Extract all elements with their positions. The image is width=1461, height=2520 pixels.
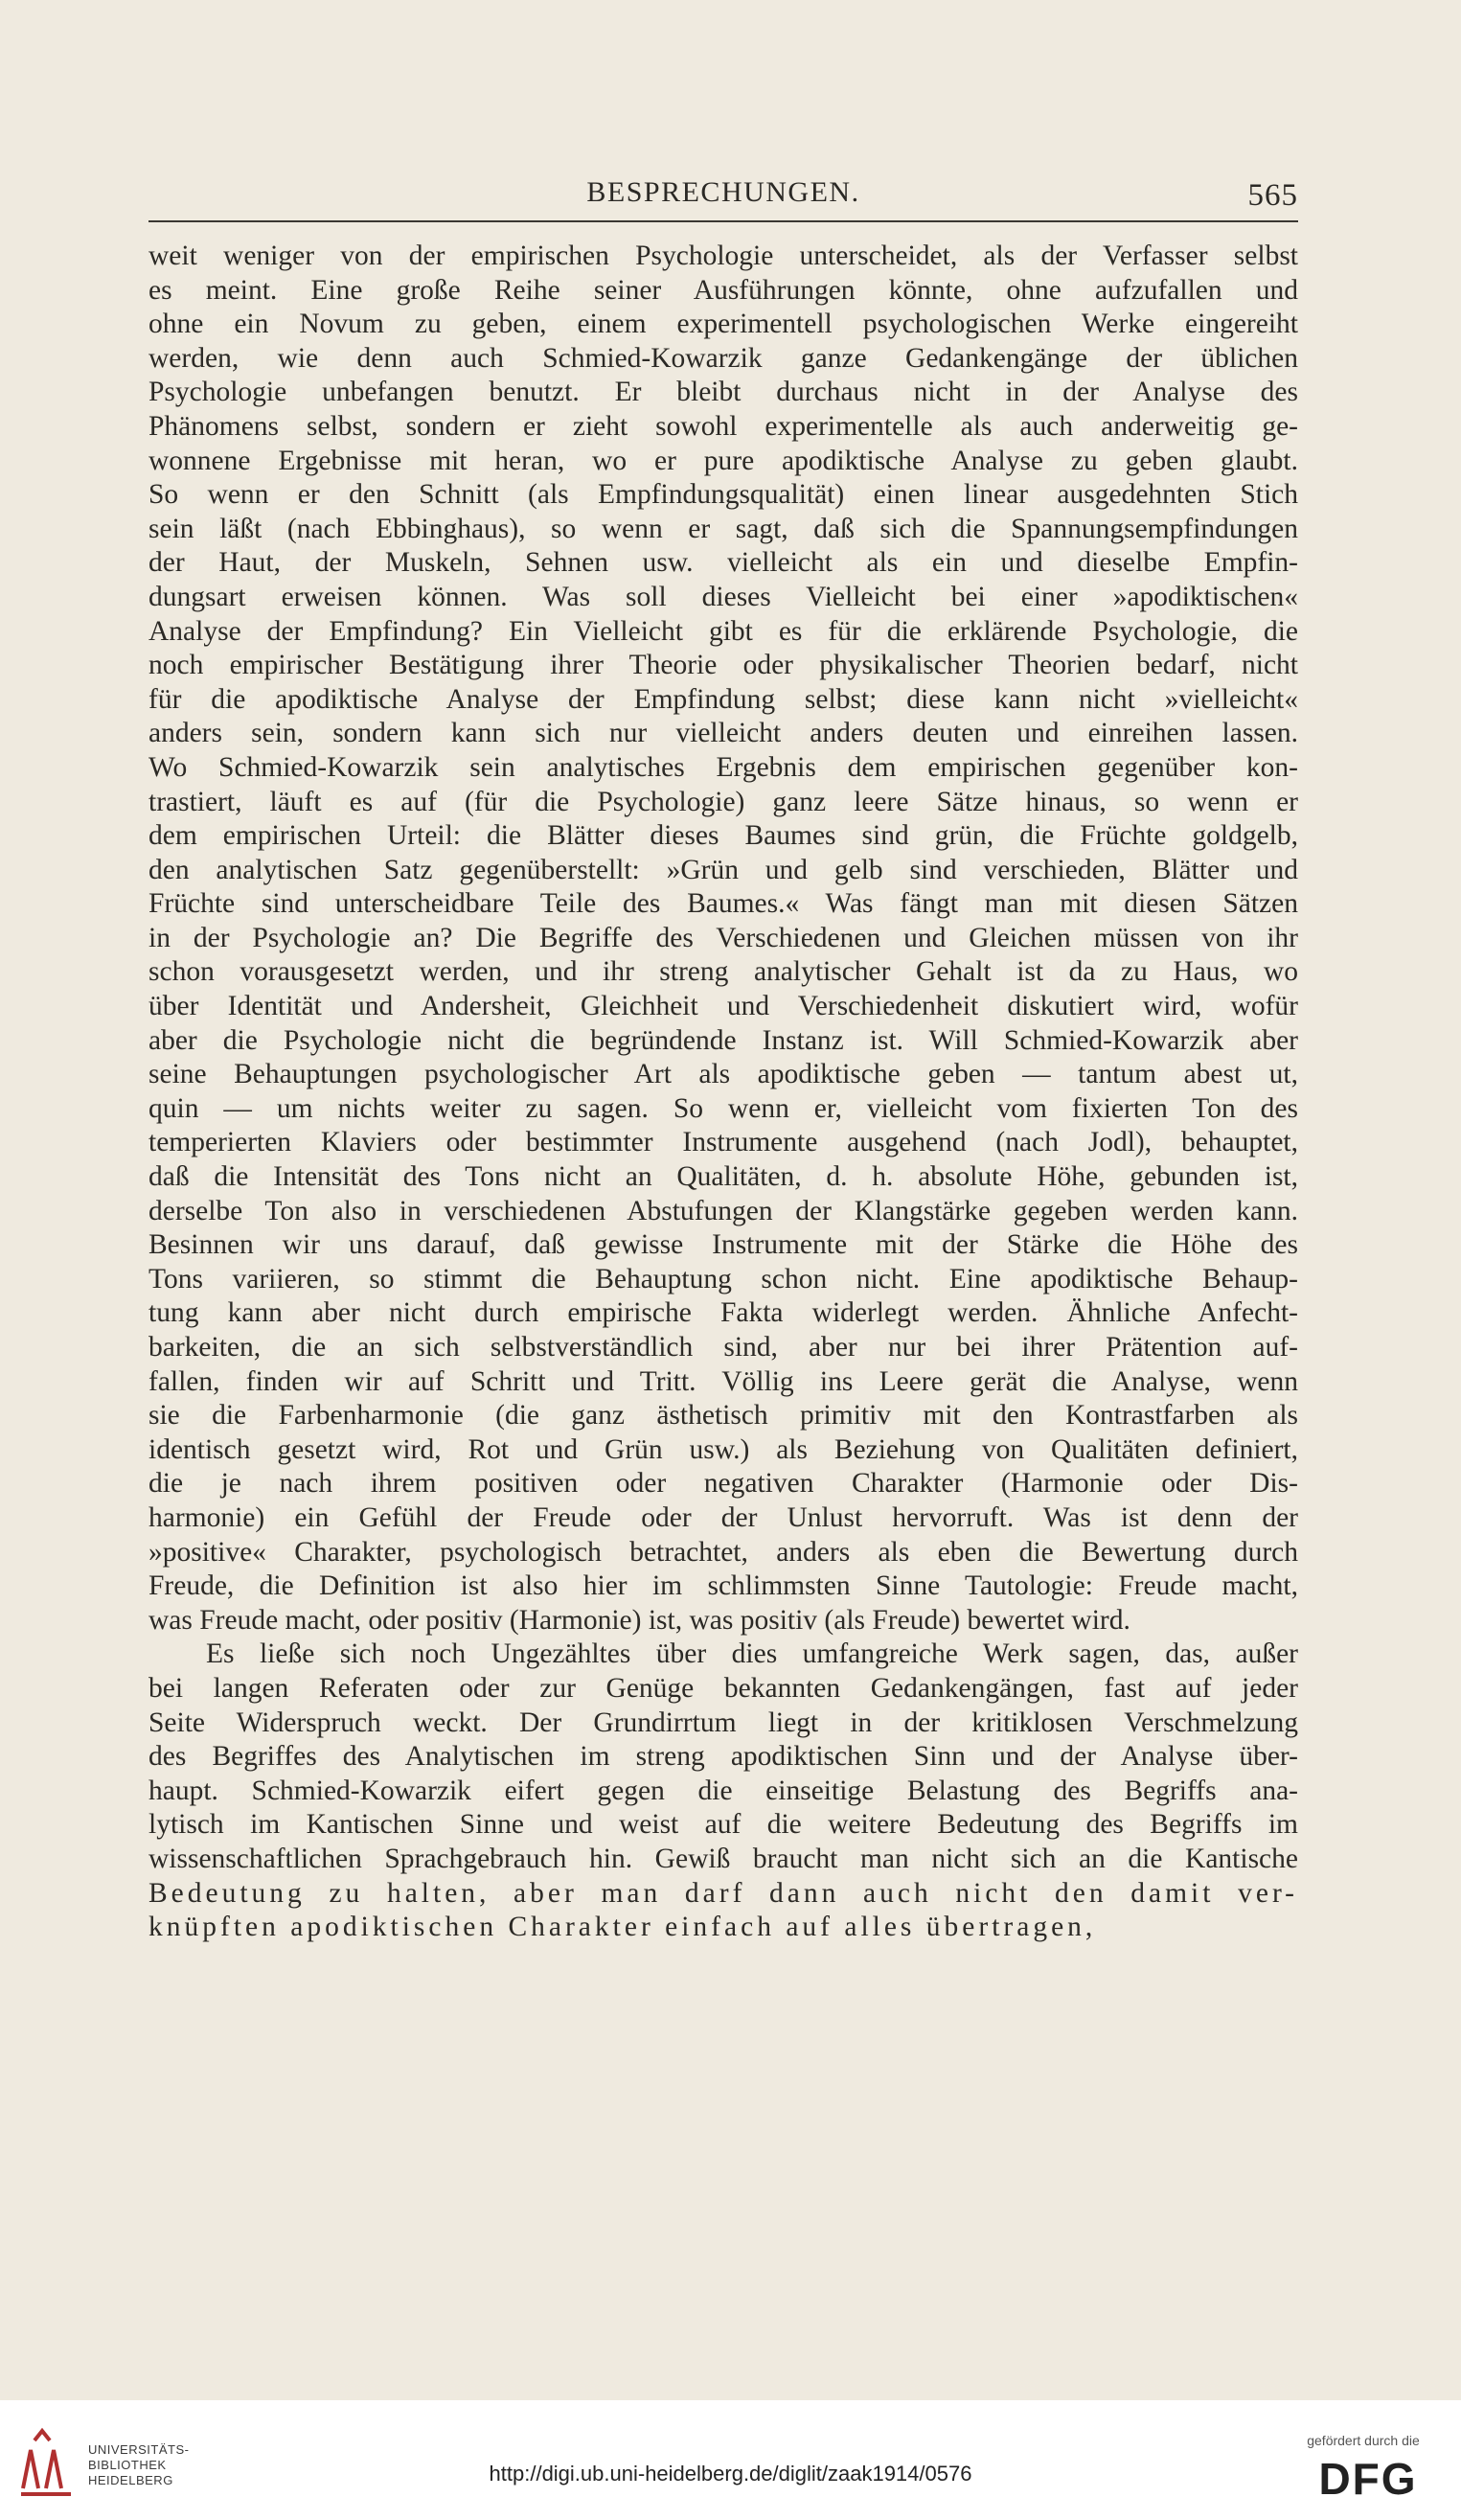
text-line: fallen, finden wir auf Schritt und Tritt. Völlig ins Leere gerät die Analyse, wenn (148, 1365, 1298, 1397)
text-line: ohne ein Novum zu geben, einem experimentell psychologischen Werke eingereiht (148, 309, 1298, 340)
dfg-logo: DFG (1318, 2454, 1418, 2504)
text-line: den analytischen Satz gegenüberstellt: »Grün und gelb sind verschieden, Blätter und (148, 854, 1298, 885)
text-line: Früchte sind unterscheidbare Teile des Baumes.« Was fängt man mit diesen Sätzen (148, 888, 1298, 920)
running-head (148, 171, 1298, 218)
text-line: was Freude macht, oder positiv (Harmonie) ist, was positiv (als Freude) bewertet wird. (148, 1604, 1130, 1636)
text-line: So wenn er den Schnitt (als Empfindungsqualität) einen linear ausgedehnten Stich (148, 479, 1298, 511)
header-rule (148, 220, 1298, 222)
text-line: quin — um nichts weiter zu sagen. So wenn er, vielleicht vom fixierten Ton des (148, 1092, 1298, 1124)
text-line: dungsart erweisen können. Was soll dieses Vielleicht bei einer »apodiktischen« (148, 581, 1298, 612)
page-header-title: BESPRECHUNGEN. (586, 176, 860, 208)
text-line: weit weniger von der empirischen Psychologie unterscheidet, als der Verfasser selbst (148, 241, 1298, 271)
text-line: die je nach ihrem positiven oder negativen Charakter (Harmonie oder Dis- (148, 1468, 1298, 1500)
text-line: schon vorausgesetzt werden, und ihr streng analytischer Gehalt ist da zu Haus, wo (148, 956, 1298, 988)
text-line: wissenschaftlichen Sprachgebrauch hin. Gewiß braucht man nicht sich an die Kantische (148, 1843, 1298, 1874)
funded-by-label: gefördert durch die (1307, 2433, 1420, 2448)
text-line: identisch gesetzt wird, Rot und Grün usw.) als Beziehung von Qualitäten definiert, (148, 1433, 1298, 1465)
text-line: sein läßt (nach Ebbinghaus), so wenn er sagt, daß sich die Spannungsempfindungen (148, 513, 1298, 544)
text-line: sie die Farbenharmonie (die ganz ästhetisch primitiv mit den Kontrastfarben als (148, 1400, 1298, 1432)
text-line: Seite Widerspruch weckt. Der Grundirrtum liegt in der kritiklosen Verschmelzung (148, 1707, 1298, 1738)
library-name-line: UNIVERSITÄTS- (88, 2442, 190, 2457)
text-line: haupt. Schmied-Kowarzik eifert gegen die einseitige Belastung des Begriffs ana- (148, 1775, 1298, 1806)
text-line: wonnene Ergebnisse mit heran, wo er pure apodiktische Analyse zu geben glaubt. (148, 445, 1298, 476)
library-seal-icon (13, 2421, 84, 2498)
text-line: harmonie) ein Gefühl der Freude oder der Unlust hervorruft. Was ist denn der (148, 1501, 1298, 1533)
text-line: des Begriffes des Analytischen im streng apodiktischen Sinn und der Analyse über- (148, 1741, 1298, 1773)
text-line: barkeiten, die an sich selbstverständlich sind, aber nur bei ihrer Prätention auf- (148, 1332, 1298, 1363)
text-line: seine Behauptungen psychologischer Art als apodiktische geben — tantum abest ut, (148, 1059, 1298, 1090)
text-line: noch empirischer Bestätigung ihrer Theorie oder physikalischer Theorien bedarf, nicht (148, 650, 1298, 681)
text-line: der Haut, der Muskeln, Sehnen usw. vielleicht als ein und dieselbe Empfin- (148, 547, 1298, 579)
text-line: aber die Psychologie nicht die begründende Instanz ist. Will Schmied-Kowarzik aber (148, 1024, 1298, 1056)
body-text (148, 240, 1298, 1945)
page-number: 565 (1247, 178, 1298, 213)
text-line: werden, wie denn auch Schmied-Kowarzik ganze Gedankengänge der üblichen (148, 342, 1298, 374)
text-line: über Identität und Andersheit, Gleichheit und Verschiedenheit diskutiert wird, wofür (148, 991, 1298, 1022)
text-line: es meint. Eine große Reihe seiner Ausführungen könnte, ohne aufzufallen und (148, 274, 1298, 306)
text-line: Analyse der Empfindung? Ein Vielleicht gibt es für die erklärende Psychologie, die (148, 615, 1298, 647)
digitization-footer (0, 2400, 1461, 2520)
text-line: derselbe Ton also in verschiedenen Abstufungen der Klangstärke gegeben werden kann. (148, 1195, 1298, 1226)
text-line: lytisch im Kantischen Sinne und weist auf die weitere Bedeutung des Begriffs im (148, 1809, 1298, 1841)
text-line: dem empirischen Urteil: die Blätter dieses Baumes sind grün, die Früchte goldgelb, (148, 820, 1298, 852)
text-line: bei langen Referaten oder zur Genüge bekannten Gedankengängen, fast auf jeder (148, 1672, 1298, 1704)
text-line: Bedeutung zu halten, aber man darf dann auch nicht den damit ver- (148, 1877, 1298, 1909)
text-line: Besinnen wir uns darauf, daß gewisse Instrumente mit der Stärke die Höhe des (148, 1229, 1298, 1261)
text-line: Tons variieren, so stimmt die Behauptung schon nicht. Eine apodiktische Behaup- (148, 1263, 1298, 1294)
text-line: in der Psychologie an? Die Begriffe des Verschiedenen und Gleichen müssen von ihr (148, 922, 1298, 953)
library-name-line: HEIDELBERG (88, 2473, 173, 2487)
text-line: »positive« Charakter, psychologisch betrachtet, anders als eben die Bewertung durch (148, 1536, 1298, 1568)
source-url-link[interactable]: http://digi.ub.uni-heidelberg.de/diglit/zaak1914/0576 (489, 2462, 972, 2486)
text-line: Phänomens selbst, sondern er zieht sowohl experimentelle als auch anderweitig ge- (148, 410, 1298, 442)
text-line: Freude, die Definition ist also hier im schlimmsten Sinne Tautologie: Freude macht, (148, 1570, 1298, 1602)
text-line: temperierten Klaviers oder bestimmter Instrumente ausgehend (nach Jodl), behauptet, (148, 1127, 1298, 1158)
library-name-line: BIBLIOTHEK (88, 2458, 167, 2472)
text-line: Es ließe sich noch Ungezähltes über dies umfangreiche Werk sagen, das, außer (206, 1638, 1298, 1670)
text-line: tung kann aber nicht durch empirische Fakta widerlegt werden. Ähnliche Anfecht- (148, 1297, 1298, 1329)
text-line: für die apodiktische Analyse der Empfindung selbst; diese kann nicht »vielleicht« (148, 683, 1298, 715)
text-line: trastiert, läuft es auf (für die Psychologie) ganz leere Sätze hinaus, so wenn er (148, 786, 1298, 817)
text-line: Wo Schmied-Kowarzik sein analytisches Ergebnis dem empirischen gegenüber kon- (148, 751, 1298, 783)
text-line: anders sein, sondern kann sich nur vielleicht anders deuten und einreihen lassen. (148, 718, 1298, 749)
text-line: Psychologie unbefangen benutzt. Er bleibt durchaus nicht in der Analyse des (148, 377, 1298, 408)
text-line: daß die Intensität des Tons nicht an Qualitäten, d. h. absolute Höhe, gebunden ist, (148, 1161, 1298, 1193)
text-line: knüpften apodiktischen Charakter einfach auf alles übertragen, (148, 1912, 1097, 1943)
